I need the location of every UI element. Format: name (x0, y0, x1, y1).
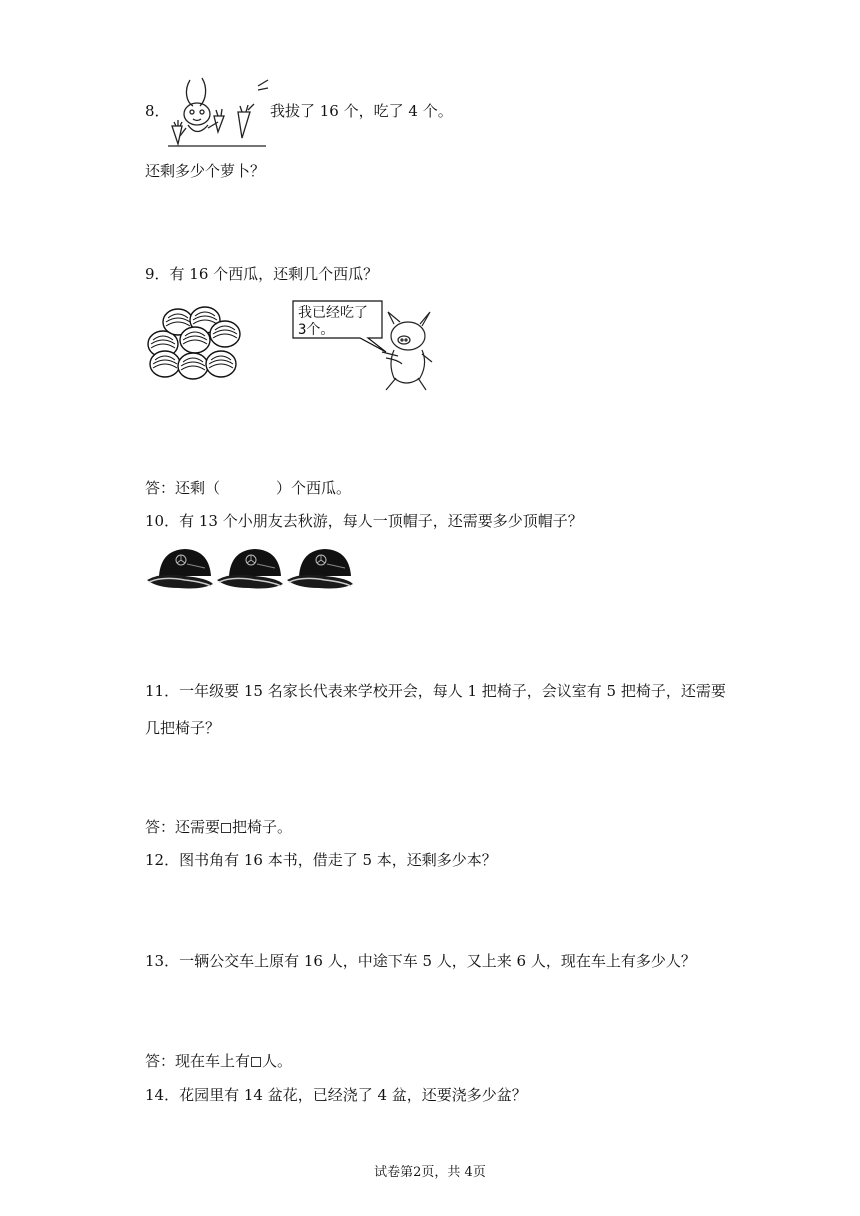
cap-icon (217, 549, 283, 589)
q9-text: 9．有 16 个西瓜，还剩几个西瓜？ (145, 265, 379, 283)
q10-text: 10．有 13 个小朋友去秋游，每人一顶帽子，还需要多少顶帽子？ (145, 512, 583, 530)
watermelons-image (145, 300, 243, 386)
q11-answer-suffix: 把椅子。 (232, 818, 293, 836)
q13-answer-prefix: 答：现在车上有 (145, 1052, 251, 1070)
bubble-line-1: 我已经吃了 (298, 305, 368, 321)
q9-answer-prefix: 答：还剩（ (145, 479, 221, 497)
q13-answer (145, 1051, 292, 1071)
q11-answer (145, 817, 292, 837)
q8-number: 8． (145, 102, 170, 120)
cap-icon (287, 549, 353, 589)
q9-answer (145, 478, 351, 498)
q8-question: 还剩多少个萝卜？ (145, 162, 266, 180)
q13-text: 13．一辆公交车上原有 16 人，中途下车 5 人，又上来 6 人，现在车上有多少人？ (145, 952, 696, 970)
page-footer: 试卷第2页，共 4页 (374, 1165, 486, 1180)
q11-text-line1: 11．一年级要 15 名家长代表来学校开会，每人 1 把椅子，会议室有 5 把椅子，还需要 (145, 682, 726, 700)
pig-speech-image (290, 298, 440, 394)
q11-answer-prefix: 答：还需要 (145, 818, 221, 836)
q8-text: 我拔了 16 个，吃了 4 个。 (270, 102, 453, 120)
q9-answer-suffix: ）个西瓜。 (276, 479, 352, 497)
cap-icon (147, 549, 213, 589)
q12-text: 12．图书角有 16 本书，借走了 5 本，还剩多少本？ (145, 851, 497, 869)
caps-image (145, 546, 355, 594)
q11-answer-box[interactable] (221, 823, 231, 833)
rabbit-carrots-image (166, 76, 270, 150)
q13-answer-box[interactable] (251, 1057, 261, 1067)
q14-text: 14．花园里有 14 盆花，已经浇了 4 盆，还要浇多少盆？ (145, 1086, 527, 1104)
q11-text-line2: 几把椅子？ (145, 719, 221, 737)
q13-answer-suffix: 人。 (262, 1052, 293, 1070)
bubble-line-2: 3个。 (298, 322, 335, 338)
